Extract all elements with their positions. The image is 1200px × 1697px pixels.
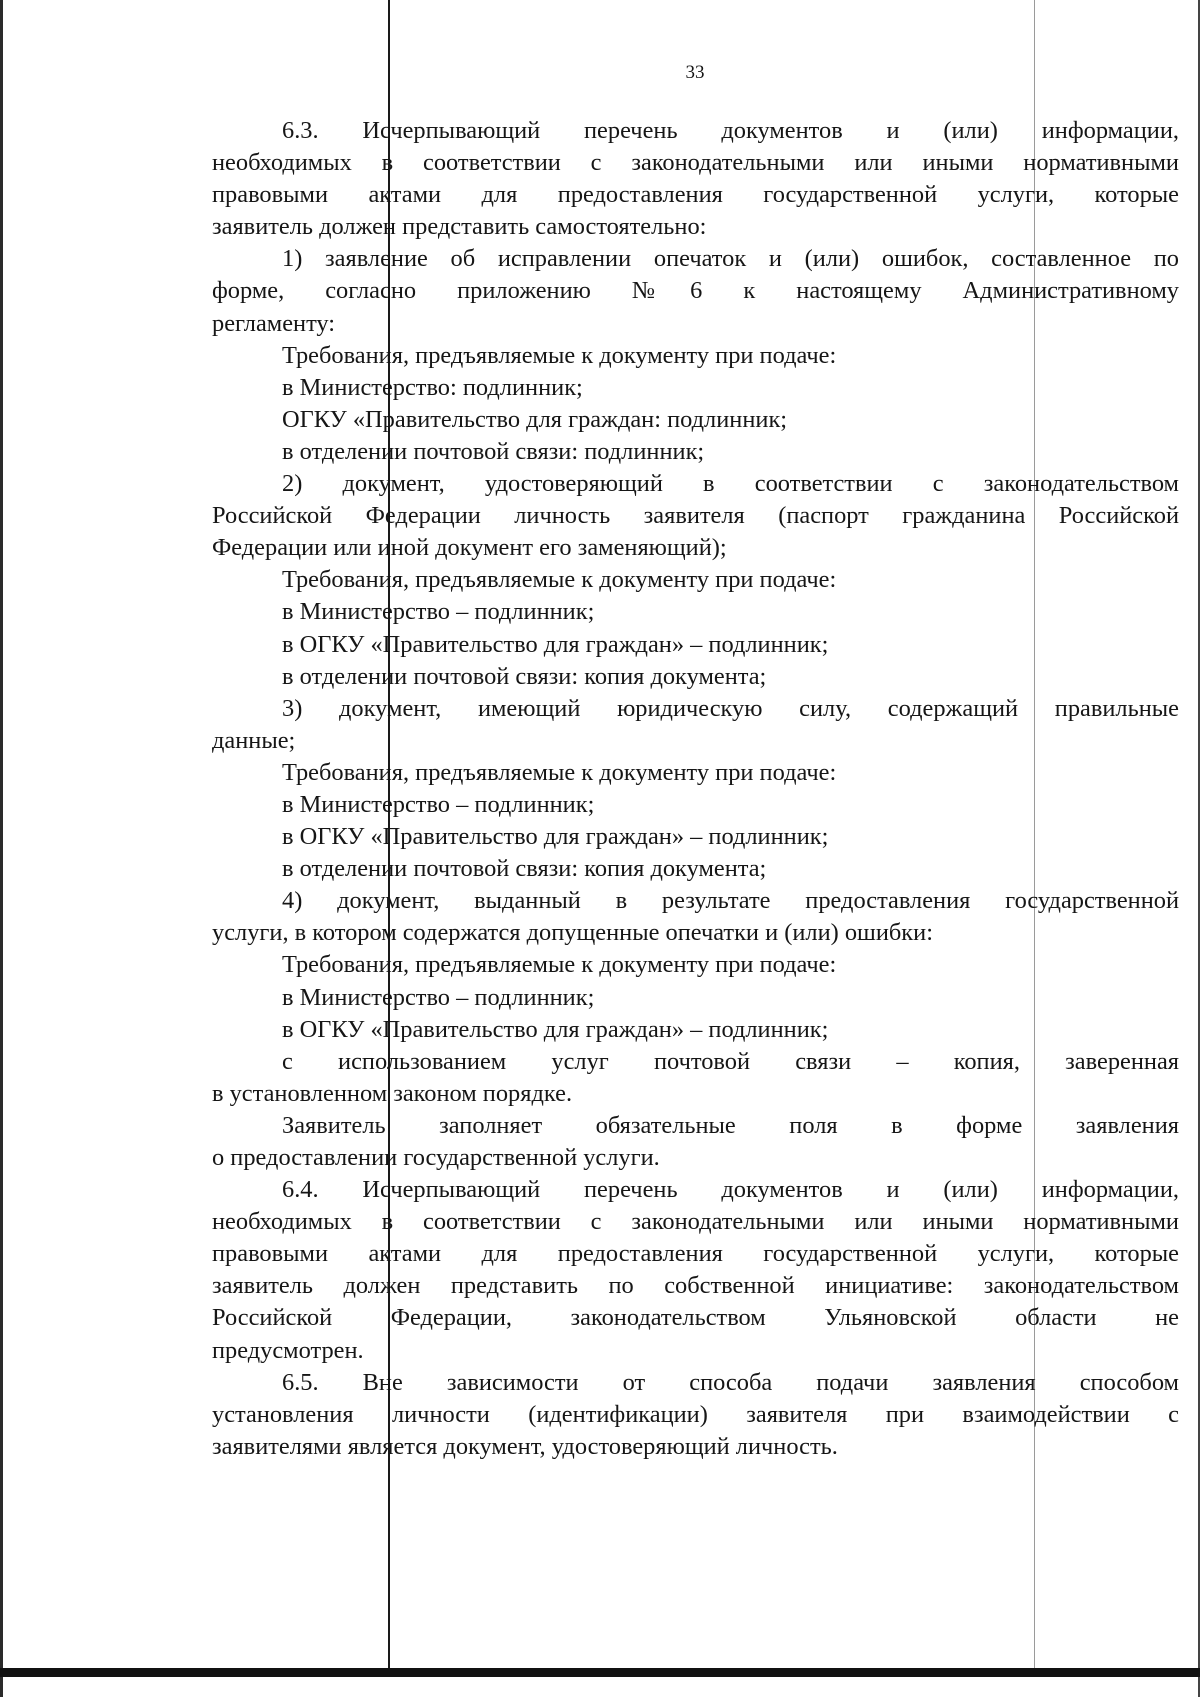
text-line: необходимых в соответствии с законодательными или иными нормативными: [212, 1208, 1179, 1236]
text-line: в отделении почтовой связи: копия документа;: [282, 855, 767, 883]
text-line: Заявитель заполняет обязательные поля в форме заявления: [282, 1111, 1179, 1139]
text-line: в установленном законом порядке.: [212, 1079, 573, 1107]
text-line: заявителями является документ, удостоверяющий личность.: [212, 1432, 838, 1460]
text-line: необходимых в соответствии с законодательными или иными нормативными: [212, 149, 1179, 177]
text-line: 3) документ, имеющий юридическую силу, содержащий правильные: [282, 694, 1179, 722]
text-line: установления личности (идентификации) заявителя при взаимодействии с: [212, 1400, 1179, 1428]
text-line: заявитель должен представить по собственной инициативе: законодательством: [212, 1272, 1179, 1300]
text-line: форме, согласно приложению №6 к настоящему Административному: [212, 277, 1179, 305]
text-line: в Министерство – подлинник;: [282, 598, 595, 626]
text-line: с использованием услуг почтовой связи – копия, заверенная: [282, 1047, 1179, 1075]
text-line: Требования, предъявляемые к документу при подаче:: [282, 758, 837, 786]
text-line: Федерации или иной документ его заменяющий);: [212, 534, 727, 562]
text-line: заявитель должен представить самостоятельно:: [212, 213, 707, 241]
scan-left-edge: [0, 0, 3, 1697]
document-body: [212, 115, 1179, 1463]
text-line: Российской Федерации личность заявителя (паспорт гражданина Российской: [212, 502, 1179, 530]
text-line: 6.3. Исчерпывающий перечень документов и (или) информации,: [282, 117, 1179, 144]
text-line: 2) документ, удостоверяющий в соответствии с законодательством: [282, 470, 1179, 498]
text-line: Требования, предъявляемые к документу при подаче:: [282, 566, 837, 594]
text-line: 4) документ, выданный в результате предоставления государственной: [282, 887, 1179, 915]
text-line: в Министерство – подлинник;: [282, 790, 595, 818]
page-number: 33: [685, 62, 705, 83]
text-line: в Министерство: подлинник;: [282, 373, 583, 401]
text-line: в ОГКУ «Правительство для граждан» – подлинник;: [282, 630, 829, 658]
text-line: регламенту:: [212, 309, 336, 337]
text-line: ОГКУ «Правительство для граждан: подлинник;: [282, 405, 788, 433]
text-line: правовыми актами для предоставления государственной услуги, которые: [212, 181, 1179, 209]
text-line: услуги, в котором содержатся допущенные опечатки и (или) ошибки:: [212, 919, 933, 947]
text-line: в отделении почтовой связи: копия документа;: [282, 662, 767, 690]
text-line: данные;: [212, 726, 296, 754]
scan-bottom-bar: [0, 1668, 1200, 1677]
text-line: в ОГКУ «Правительство для граждан» – подлинник;: [282, 1015, 829, 1043]
text-line: Требования, предъявляемые к документу при подаче:: [282, 951, 837, 979]
text-line: Требования, предъявляемые к документу при подаче:: [282, 341, 837, 369]
text-line: 1) заявление об исправлении опечаток и (или) ошибок, составленное по: [282, 245, 1179, 273]
text-line: предусмотрен.: [212, 1336, 364, 1364]
text-line: 6.4. Исчерпывающий перечень документов и (или) информации,: [282, 1176, 1179, 1204]
text-line: правовыми актами для предоставления государственной услуги, которые: [212, 1240, 1179, 1268]
text-line: 6.5. Вне зависимости от способа подачи заявления способом: [282, 1368, 1179, 1396]
text-line: в отделении почтовой связи: подлинник;: [282, 437, 705, 465]
text-line: в ОГКУ «Правительство для граждан» – подлинник;: [282, 823, 829, 851]
text-line: Российской Федерации, законодательством Ульяновской области не: [212, 1304, 1179, 1332]
text-line: в Министерство – подлинник;: [282, 983, 595, 1011]
text-line: о предоставлении государственной услуги.: [212, 1144, 660, 1171]
